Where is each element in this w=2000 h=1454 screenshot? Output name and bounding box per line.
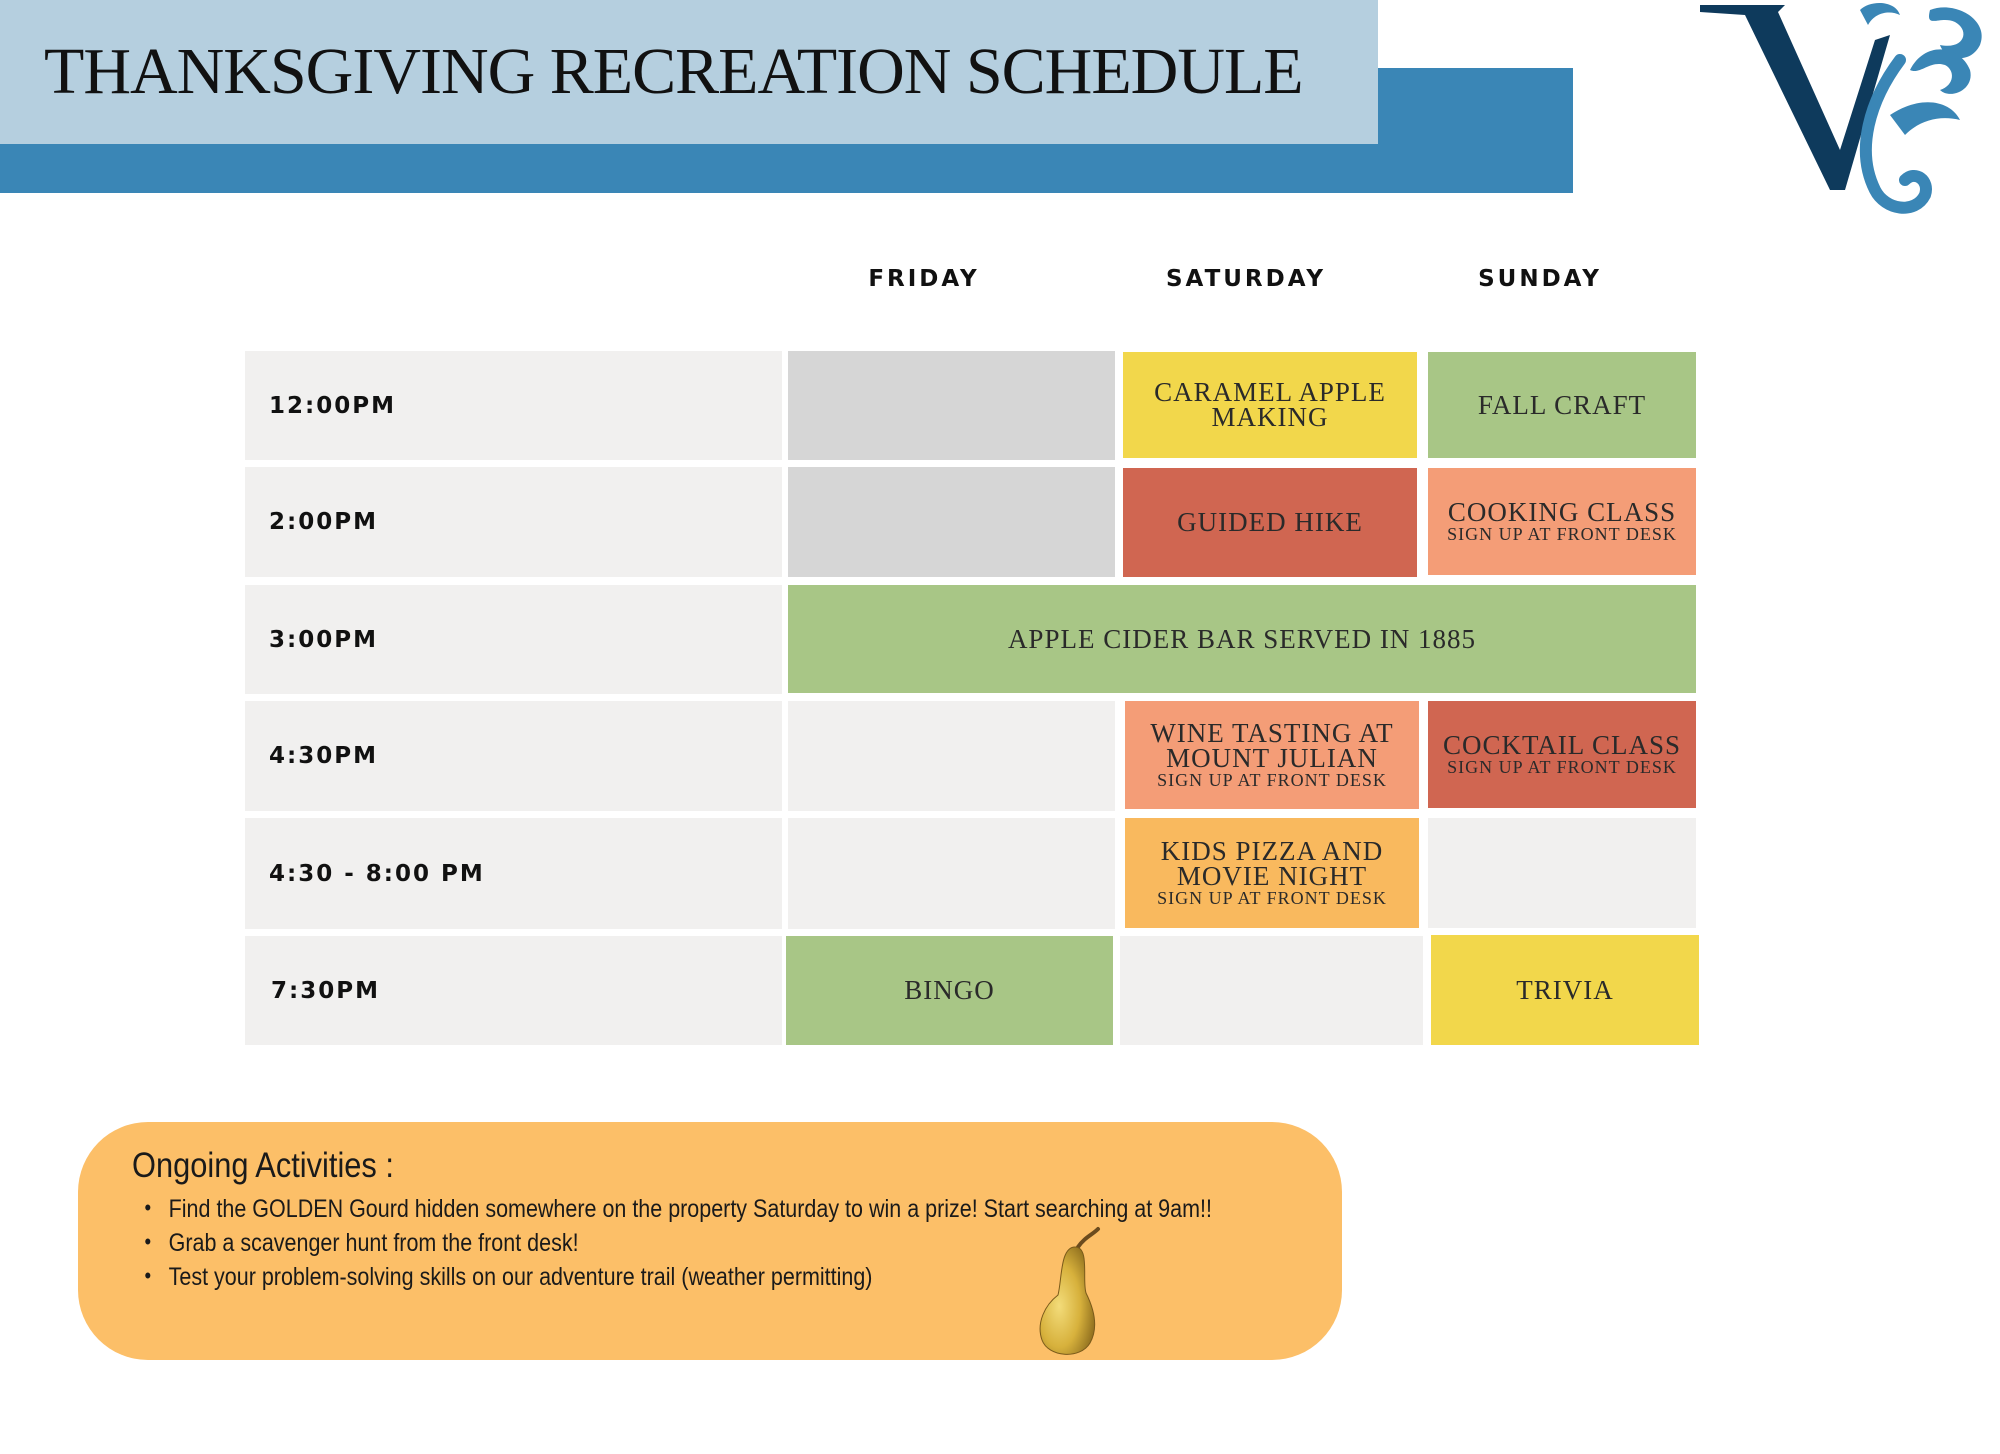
day-header-saturday: SATURDAY [1165, 266, 1326, 292]
event-cell [1428, 701, 1696, 808]
list-item-text: Test your problem-solving skills on our adventure trail (weather permitting) [168, 1263, 873, 1291]
event-note: SIGN UP AT FRONT DESK [1447, 757, 1677, 777]
time-label: 12:00PM [269, 392, 396, 419]
time-cell [245, 818, 782, 929]
event-title: COCKTAIL CLASS [1442, 730, 1682, 760]
event-title: BINGO [904, 975, 995, 1005]
time-label: 3:00PM [269, 626, 378, 653]
event-title: KIDS PIZZA AND MOVIE NIGHT [1160, 836, 1384, 891]
event-note: SIGN UP AT FRONT DESK [1447, 524, 1677, 544]
list-item [148, 1263, 872, 1292]
event-cell [1428, 468, 1696, 575]
time-label: 2:00PM [269, 509, 378, 535]
schedule-cell-empty [1428, 818, 1696, 928]
time-cell [245, 351, 782, 460]
schedule-cell-empty [1120, 936, 1423, 1045]
schedule-cell-empty [788, 351, 1115, 460]
event-title: TRIVIA [1516, 974, 1614, 1005]
schedule-cell-empty [788, 701, 1115, 811]
page-title: THANKSGIVING RECREATION SCHEDULE [44, 35, 1303, 108]
time-cell [245, 936, 782, 1045]
event-title: APPLE CIDER BAR SERVED IN 1885 [1007, 623, 1477, 654]
event-cell [1428, 352, 1696, 458]
event-note: SIGN UP AT FRONT DESK [1157, 888, 1387, 908]
ongoing-title: Ongoing Activities : [132, 1146, 394, 1185]
list-item [148, 1229, 579, 1258]
list-item [148, 1195, 1212, 1224]
list-item-text: Find the GOLDEN Gourd hidden somewhere on the property Saturday to win a prize! Start searching at 9am!! [168, 1195, 1212, 1223]
time-cell [245, 585, 782, 694]
time-cell [245, 701, 782, 811]
event-cell [788, 585, 1696, 693]
event-cell [1123, 468, 1417, 577]
event-title: COOKING CLASS [1447, 497, 1677, 527]
event-cell [1125, 818, 1419, 928]
schedule-cell-empty [788, 467, 1115, 577]
time-label: 7:30PM [271, 977, 380, 1004]
event-cell [786, 936, 1113, 1045]
event-title: WINE TASTING AT MOUNT JULIAN [1150, 718, 1394, 773]
day-header-sunday: SUNDAY [1478, 266, 1602, 292]
time-label: 4:30PM [269, 743, 378, 769]
schedule-cell-empty [788, 818, 1115, 929]
event-cell [1123, 352, 1417, 458]
event-note: SIGN UP AT FRONT DESK [1157, 770, 1387, 790]
gourd-icon [1030, 1225, 1110, 1360]
event-title: CARAMEL APPLE MAKING [1154, 377, 1386, 432]
time-cell [245, 467, 782, 577]
event-cell [1431, 935, 1699, 1045]
event-cell [1125, 701, 1419, 809]
event-title: GUIDED HIKE [1177, 507, 1363, 537]
event-title: FALL CRAFT [1477, 389, 1647, 420]
list-item-text: Grab a scavenger hunt from the front desk! [168, 1229, 579, 1257]
time-label: 4:30 - 8:00 PM [269, 860, 485, 887]
day-header-friday: FRIDAY [868, 266, 980, 292]
v-logo-icon [1690, 0, 2000, 225]
